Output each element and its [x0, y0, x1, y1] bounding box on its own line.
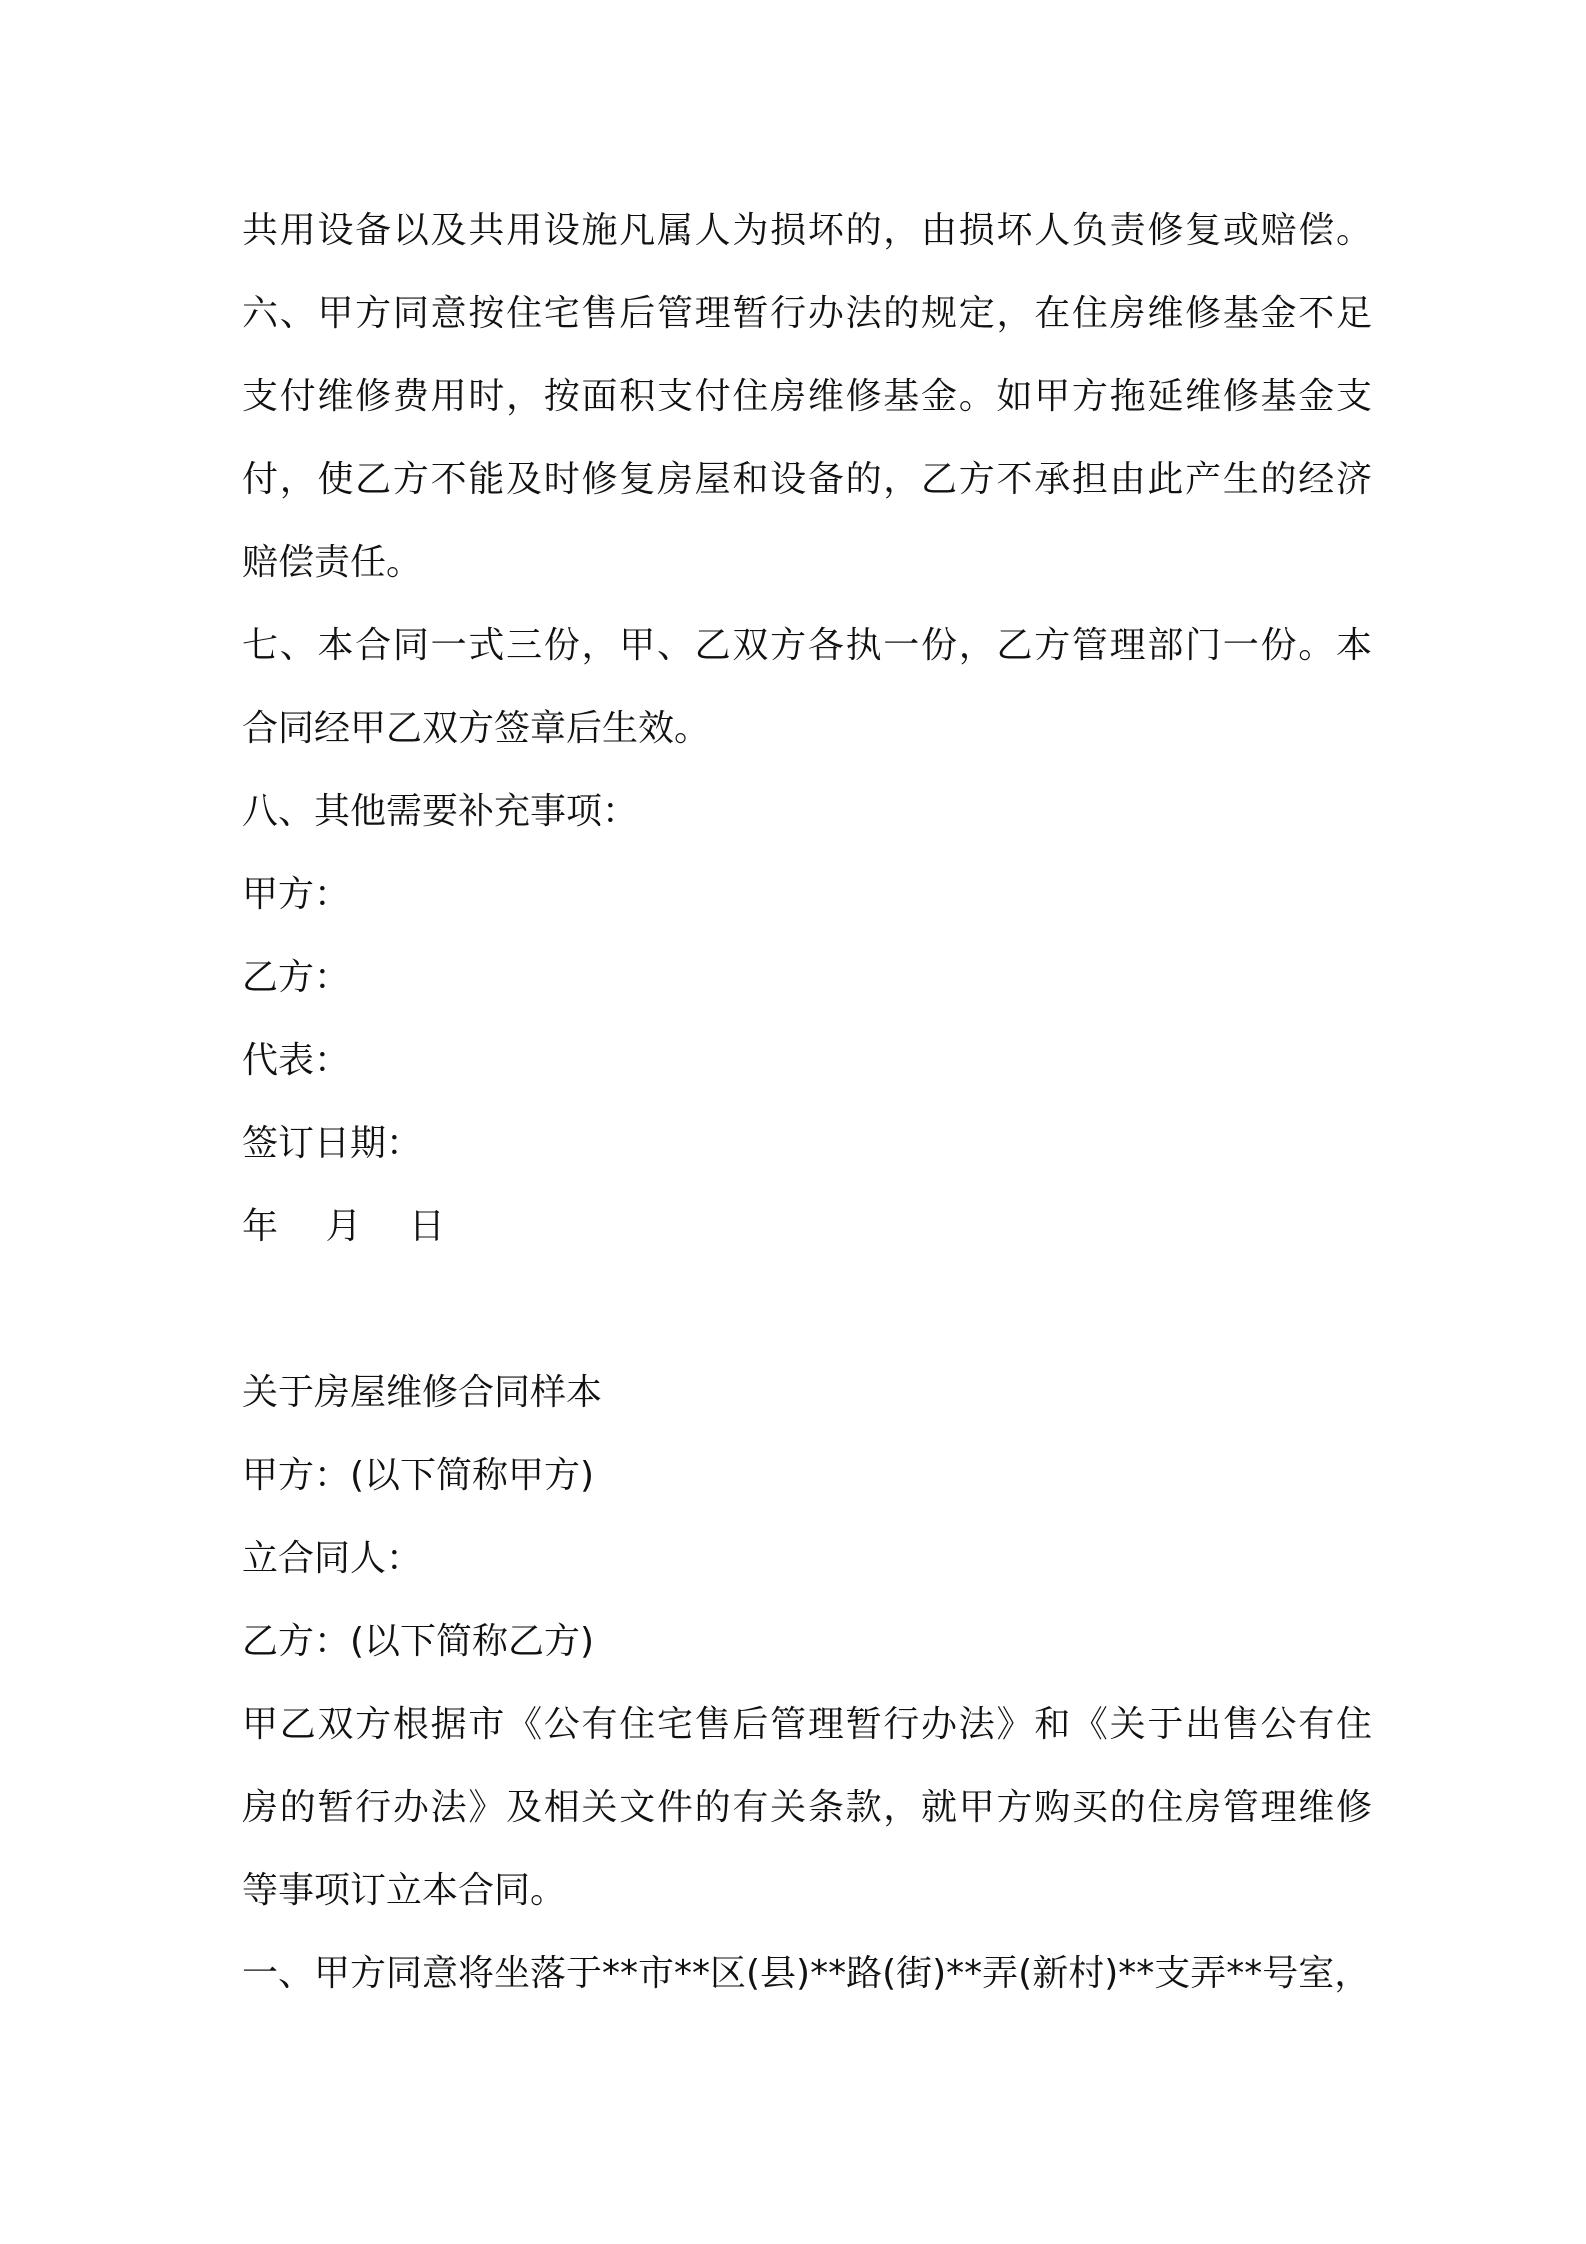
document-body [242, 200, 1372, 2026]
paragraph-line: 合同经甲乙双方签章后生效。 [242, 708, 711, 749]
clause-six-line: 六、甲方同意按住宅售后管理暂行办法的规定，在住房维修基金不足 [242, 293, 1372, 334]
paragraph-line: 付，使乙方不能及时修复房屋和设备的，乙方不承担由此产生的经济 [242, 459, 1372, 500]
representative-label: 代表： [242, 1040, 351, 1081]
date-fields: 年 月 日 [242, 1206, 445, 1247]
signing-date-label: 签订日期： [242, 1123, 423, 1164]
preamble-line: 房的暂行办法》及相关文件的有关条款，就甲方购买的住房管理维修 [242, 1787, 1372, 1828]
contracting-party-line: 立合同人： [242, 1538, 423, 1579]
clause-seven-line: 七、本合同一式三份，甲、乙双方各执一份，乙方管理部门一份。本 [242, 625, 1372, 666]
section-spacer [242, 1279, 1372, 1362]
document-title: 关于房屋维修合同样本 [242, 1372, 603, 1413]
clause-one-line: 一、甲方同意将坐落于**市**区(县)**路(街)**弄(新村)**支弄**号室， [242, 1953, 1371, 1994]
preamble-line: 等事项订立本合同。 [242, 1870, 567, 1911]
paragraph-line: 共用设备以及共用设施凡属人为损坏的，由损坏人负责修复或赔偿。 [242, 210, 1372, 251]
clause-eight-line: 八、其他需要补充事项： [242, 791, 639, 832]
paragraph-line: 赔偿责任。 [242, 542, 423, 583]
paragraph-line: 支付维修费用时，按面积支付住房维修基金。如甲方拖延维修基金支 [242, 376, 1372, 417]
party-a-signature-label: 甲方： [242, 874, 351, 915]
party-b-line: 乙方：(以下简称乙方) [242, 1621, 595, 1662]
party-b-signature-label: 乙方： [242, 957, 351, 998]
preamble-line: 甲乙双方根据市《公有住宅售后管理暂行办法》和《关于出售公有住 [242, 1704, 1372, 1745]
party-a-line: 甲方：(以下简称甲方) [242, 1455, 595, 1496]
